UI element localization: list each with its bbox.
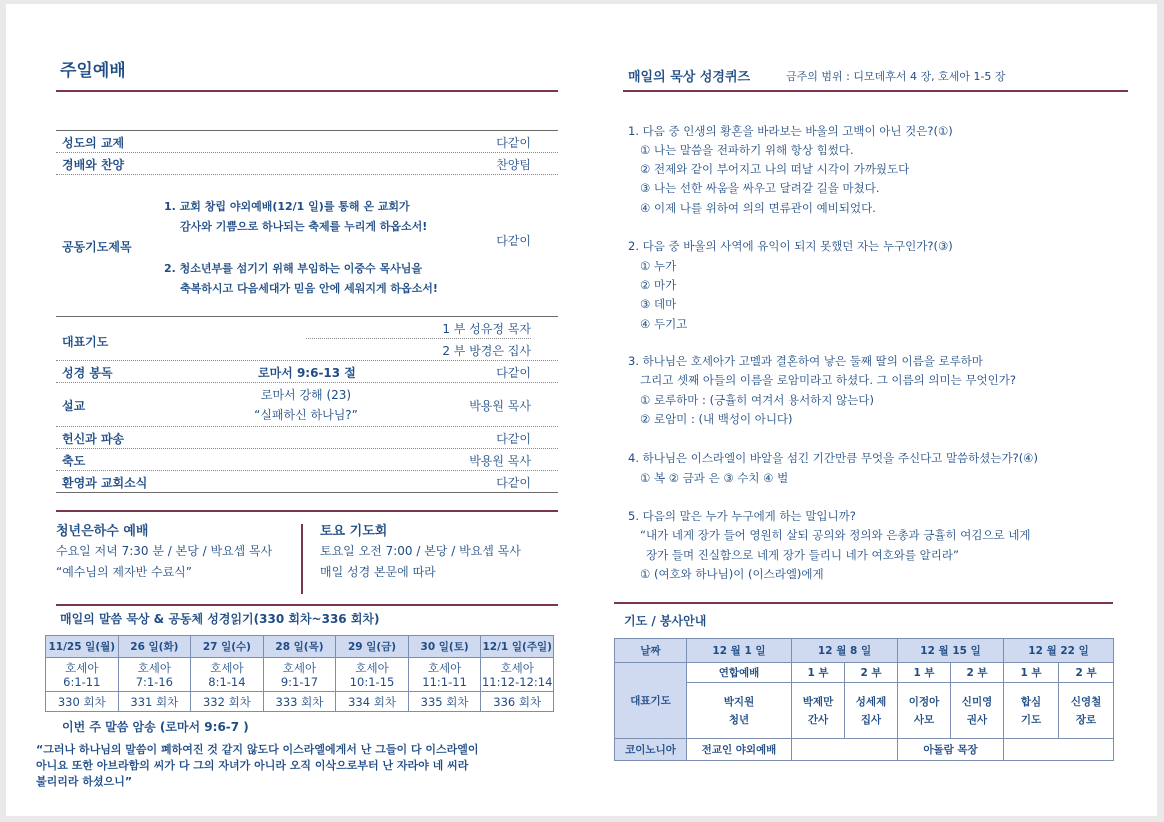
reading-ref: 11:12-12:14: [481, 674, 553, 689]
service-name: 박지원: [723, 695, 755, 708]
divider: [56, 448, 558, 449]
memory-title: 이번 주 말씀 암송 (로마서 9:6-7 ): [62, 720, 249, 734]
reading-day: 28 일(목): [263, 636, 336, 658]
divider: [306, 338, 531, 339]
service-date-row: [615, 639, 1114, 663]
reading-day: 27 일(수): [191, 636, 264, 658]
reading-book: 호세아: [355, 660, 389, 675]
scripture-value: 다같이: [496, 366, 531, 380]
reading-count: 334 회차: [336, 692, 409, 712]
service-role: 기도: [1020, 713, 1042, 726]
reading-count: 332 회차: [191, 692, 264, 712]
reading-count: 336 회차: [481, 692, 554, 712]
service-table: [614, 638, 1114, 761]
reading-book: 호세아: [282, 660, 317, 675]
reading-day: 30 일(토): [408, 636, 481, 658]
service-date: 12 월 15 일: [898, 639, 1004, 663]
order-label: 축도: [62, 454, 86, 468]
quiz-question: 2. 다음 중 바울의 사역에 유익이 되지 못했던 자는 누구인가?(③): [628, 239, 953, 253]
order-value: 다같이: [496, 136, 531, 150]
quiz-option: ① 누가: [640, 259, 677, 273]
divider: [56, 152, 558, 153]
service-subhead-row: [615, 663, 1114, 683]
reading-header-row: [46, 636, 554, 658]
reading-cell: [46, 658, 119, 692]
reading-count: 331 회차: [118, 692, 191, 712]
quiz-question-cont: 그리고 셋째 아들의 이름을 로암미라고 하셨다. 그 이름의 의미는 무엇인가?: [640, 373, 1016, 387]
koinonia-value: [1004, 739, 1114, 761]
reading-cell: [481, 658, 554, 692]
reading-ref: 8:1-14: [208, 674, 246, 689]
prayer-topics-label: 공동기도제목: [62, 240, 132, 254]
youth-schedule: 수요일 저녁 7:30 분 / 본당 / 박요셉 목사: [56, 544, 273, 558]
bulletin-page: [6, 4, 1157, 816]
service-title: 기도 / 봉사안내: [624, 614, 707, 628]
order-label: 환영과 교회소식: [62, 476, 148, 490]
divider: [56, 130, 558, 131]
reading-cell: [408, 658, 481, 692]
service-date: 12 월 22 일: [1004, 639, 1114, 663]
order-value: 다같이: [496, 476, 531, 490]
reading-book: 호세아: [210, 660, 244, 675]
reading-ref: 10:1-15: [349, 674, 395, 689]
reading-day: 26 일(화): [118, 636, 191, 658]
reading-book: 호세아: [137, 660, 171, 675]
quiz-question: 5. 다음의 말은 누가 누구에게 하는 말입니까?: [628, 509, 856, 523]
rep-prayer-line: 2 부 방경은 집사: [442, 344, 531, 358]
service-name: 이정아: [908, 695, 940, 708]
reading-day: 29 일(금): [336, 636, 409, 658]
quiz-quote: “내가 네게 장가 들어 영원히 살되 공의와 정의와 은총과 긍휼히 여김으로 네게: [640, 528, 1031, 542]
service-role: 집사: [860, 713, 882, 726]
quiz-range: 금주의 범위 : 디모데후서 4 장, 호세아 1-5 장: [786, 70, 1006, 83]
service-name-cell: [1059, 683, 1114, 739]
memory-line: 불리리라 하셨으니”: [36, 775, 133, 788]
memory-line: 아니요 또한 아브라함의 씨가 다 그의 자녀가 아니라 오직 이삭으로부터 난 자라야 네 씨라: [36, 759, 469, 772]
service-subhead: 1 부: [898, 663, 951, 683]
reading-count: 330 회차: [46, 692, 119, 712]
memory-line: “그러나 하나님의 말씀이 폐하여진 것 같지 않도다 이스라엘에게서 난 그들이 다 이스라엘이: [36, 743, 479, 756]
reading-book: 호세아: [500, 660, 534, 675]
service-name-cell: [845, 683, 898, 739]
quiz-option: ① 나는 말씀을 전파하기 위해 항상 힘썼다.: [640, 143, 854, 157]
service-subhead: 2 부: [951, 663, 1004, 683]
service-subhead: 2 부: [1059, 663, 1114, 683]
quiz-option: ② 전제와 같이 부어지고 나의 떠날 시각이 가까웠도다: [640, 162, 910, 176]
youth-note: “예수님의 제자반 수료식”: [56, 565, 192, 579]
sermon-preacher: 박용원 목사: [469, 399, 531, 413]
service-role: 청년: [728, 713, 750, 726]
title-rule: [56, 90, 558, 92]
quiz-option: ③ 데마: [640, 297, 677, 311]
service-row-label: 대표기도: [615, 663, 687, 739]
prayer-topics-value: 다같이: [496, 234, 531, 248]
section-rule: [56, 510, 558, 512]
prayer-topic-line: 1. 교회 창립 야외예배(12/1 일)를 통해 온 교회가: [164, 200, 410, 213]
page-title: 주일예배: [60, 61, 126, 81]
service-role: 간사: [807, 713, 829, 726]
service-name-cell: [1004, 683, 1059, 739]
reading-ref: 7:1-16: [135, 674, 173, 689]
reading-book: 호세아: [65, 660, 99, 675]
scripture-passage: 로마서 9:6-13 절: [258, 366, 356, 380]
order-label: 헌신과 파송: [62, 432, 125, 446]
divider: [56, 470, 558, 471]
service-date-header: 날짜: [615, 639, 687, 663]
reading-day: 12/1 일(주일): [481, 636, 554, 658]
divider: [56, 426, 558, 427]
service-role: 장로: [1075, 713, 1097, 726]
reading-cell: [263, 658, 336, 692]
quiz-option: ① 복 ② 금과 은 ③ 수치 ④ 벌: [640, 471, 789, 485]
service-name-cell: [951, 683, 1004, 739]
section-rule: [56, 604, 558, 606]
divider: [56, 382, 558, 383]
sermon-label: 설교: [62, 399, 86, 413]
quiz-option: ① (여호와 하나님)이 (이스라엘)에게: [640, 567, 824, 581]
service-subhead: 2 부: [845, 663, 898, 683]
service-name: 성세제: [855, 695, 887, 708]
youth-title: 청년은하수 예배: [56, 524, 149, 539]
rep-prayer-label: 대표기도: [62, 335, 109, 349]
scripture-label: 성경 봉독: [62, 366, 113, 380]
prayer-topic-line: 축복하시고 다음세대가 믿음 안에 세워지게 하옵소서!: [180, 282, 438, 295]
sermon-title: “실패하신 하나님?”: [254, 408, 358, 422]
service-name: 신미영: [961, 695, 993, 708]
quiz-option: ③ 나는 선한 싸움을 싸우고 달려갈 길을 마쳤다.: [640, 181, 880, 195]
service-name: 합심: [1020, 695, 1042, 708]
service-name: 신영철: [1070, 695, 1102, 708]
reading-count: 335 회차: [408, 692, 481, 712]
service-name-cell: [687, 683, 792, 739]
service-name-cell: [898, 683, 951, 739]
divider: [56, 492, 558, 493]
reading-table: [45, 635, 554, 712]
order-label: 경배와 찬양: [62, 158, 125, 172]
service-subhead: 1 부: [1004, 663, 1059, 683]
service-date: 12 월 1 일: [687, 639, 792, 663]
reading-ref: 11:1-11: [422, 674, 467, 689]
order-value: 다같이: [496, 432, 531, 446]
reading-ref: 9:1-17: [280, 674, 319, 689]
sermon-series: 로마서 강해 (23): [260, 388, 352, 402]
quiz-question: 4. 하나님은 이스라엘이 바알을 섬긴 기간만큼 무엇을 주신다고 말씀하셨는가?(④): [628, 451, 1038, 465]
column-divider: [301, 524, 303, 594]
quiz-option: ④ 두기고: [640, 317, 688, 331]
divider: [56, 360, 558, 361]
quiz-quote: 장가 들며 진실함으로 네게 장가 들리니 네가 여호와를 알리라”: [646, 548, 959, 562]
reading-count-row: [46, 692, 554, 712]
prayer-topic-line: 2. 청소년부를 섬기기 위해 부임하는 이중수 목사님을: [164, 262, 422, 275]
quiz-option: ① 로루하마 : (긍휼히 여겨서 용서하지 않는다): [640, 393, 874, 407]
divider: [56, 316, 558, 317]
reading-ref: 6:1-11: [63, 674, 101, 689]
quiz-title: 매일의 묵상 성경퀴즈: [628, 70, 751, 85]
rep-prayer-line: 1 부 성유정 목자: [442, 322, 531, 336]
koinonia-value: 전교인 야외예배: [687, 739, 792, 761]
service-name-cell: [792, 683, 845, 739]
order-value: 박용원 목사: [469, 454, 531, 468]
saturday-title: 토요 기도회: [320, 524, 388, 539]
koinonia-value: 아돌람 목장: [898, 739, 1004, 761]
service-role: 사모: [913, 713, 935, 726]
quiz-option: ④ 이제 나를 위하여 의의 면류관이 예비되었다.: [640, 201, 876, 215]
quiz-question: 1. 다음 중 인생의 황혼을 바라보는 바울의 고백이 아닌 것은?(①): [628, 124, 953, 138]
reading-book: 호세아: [427, 660, 462, 675]
service-date: 12 월 8 일: [792, 639, 898, 663]
service-subhead: 연합예배: [687, 663, 792, 683]
quiz-option: ② 마가: [640, 278, 677, 292]
koinonia-value: [792, 739, 898, 761]
section-rule: [614, 602, 1113, 604]
prayer-topic-line: 감사와 기쁨으로 하나되는 축제를 누리게 하옵소서!: [180, 220, 428, 233]
reading-title: 매일의 말씀 묵상 & 공동체 성경읽기(330 회차~336 회차): [60, 612, 380, 626]
reading-cell: [191, 658, 264, 692]
order-label: 성도의 교제: [62, 136, 125, 150]
order-value: 찬양팀: [496, 158, 531, 172]
saturday-note: 매일 성경 본문에 따라: [320, 565, 436, 579]
reading-book-row: [46, 658, 554, 692]
service-subhead: 1 부: [792, 663, 845, 683]
reading-cell: [118, 658, 191, 692]
service-role: 권사: [966, 713, 988, 726]
service-names-row: [615, 683, 1114, 739]
quiz-option: ② 로암미 : (내 백성이 아니다): [640, 412, 793, 426]
koinonia-label: 코이노니아: [615, 739, 687, 761]
reading-cell: [336, 658, 409, 692]
divider: [56, 174, 558, 175]
reading-count: 333 회차: [263, 692, 336, 712]
saturday-schedule: 토요일 오전 7:00 / 본당 / 박요셉 목사: [320, 544, 521, 558]
koinonia-row: [615, 739, 1114, 761]
quiz-question: 3. 하나님은 호세아가 고멜과 결혼하여 낳은 둘째 딸의 이름을 로루하마: [628, 354, 983, 368]
title-rule: [623, 90, 1128, 92]
reading-day: 11/25 일(월): [46, 636, 119, 658]
service-name: 박제만: [802, 695, 834, 708]
